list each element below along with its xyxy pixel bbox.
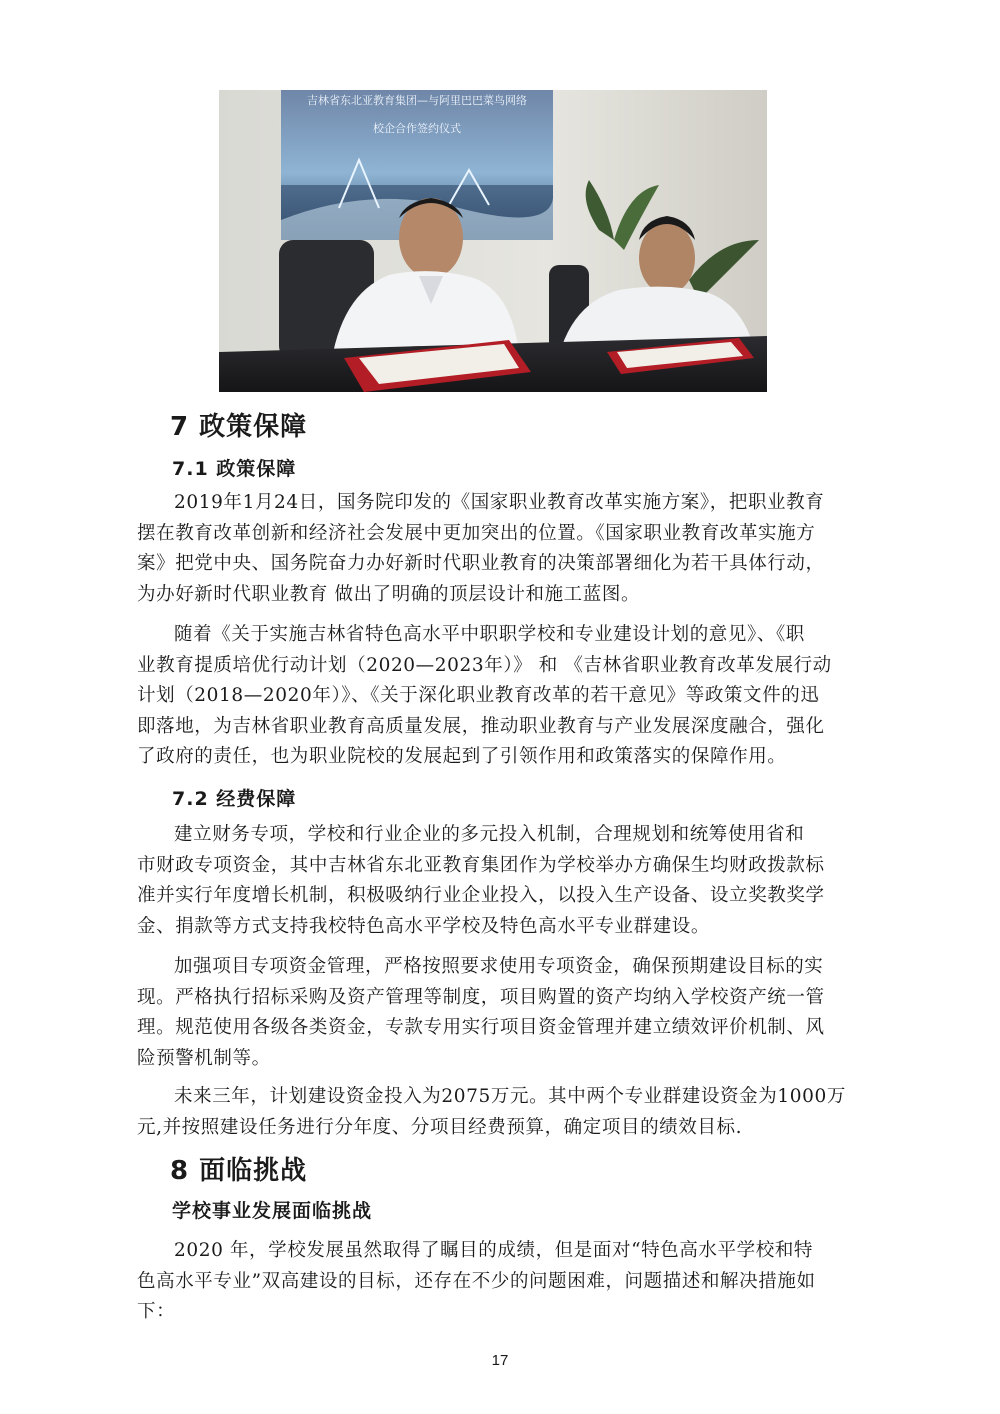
section-7-1-paragraph-1 bbox=[137, 488, 862, 610]
section-7-2-title: 7.2 经费保障 bbox=[172, 788, 297, 810]
text-line: 即落地，为吉林省职业教育高质量发展，推动职业教育与产业发展深度融合，强化 bbox=[137, 715, 825, 737]
signing-ceremony-photo bbox=[219, 90, 767, 392]
section-7-1-title: 7.1 政策保障 bbox=[172, 458, 297, 480]
text-line: 了政府的责任，也为职业院校的发展起到了引领作用和政策落实的保障作用。 bbox=[137, 746, 787, 767]
text-line: 案》把党中央、国务院奋力办好新时代职业教育的决策部署细化为若干具体行动， bbox=[137, 553, 825, 574]
text-line: 业教育提质培优行动计划（2020—2023年）》 和 《吉林省职业教育改革发展行动 bbox=[137, 654, 832, 676]
page-number: 17 bbox=[491, 1352, 509, 1369]
screen-line-1: 吉林省东北亚教育集团—与阿里巴巴菜鸟网络 bbox=[307, 94, 527, 107]
section-7-title: 7 政策保障 bbox=[170, 412, 308, 442]
section-7-2-paragraph-2 bbox=[137, 952, 862, 1074]
text-line: 金、捐款等方式支持我校特色高水平学校及特色高水平专业群建设。 bbox=[137, 915, 711, 937]
section-8-subtitle: 学校事业发展面临挑战 bbox=[172, 1200, 373, 1222]
text-line: 色高水平专业”双高建设的目标，还存在不少的问题困难，问题描述和解决措施如 bbox=[137, 1270, 816, 1292]
section-7-1-paragraph-2 bbox=[137, 620, 862, 773]
text-line: 未来三年，计划建设资金投入为2075万元。其中两个专业群建设资金为1000万 bbox=[174, 1086, 846, 1107]
text-line: 2020 年，学校发展虽然取得了瞩目的成绩，但是面对“特色高水平学校和特 bbox=[174, 1240, 814, 1261]
text-line: 现。严格执行招标采购及资产管理等制度，项目购置的资产均纳入学校资产统一管 bbox=[137, 986, 825, 1008]
text-line: 加强项目专项资金管理，严格按照要求使用专项资金，确保预期建设目标的实 bbox=[174, 956, 824, 977]
text-line: 元,并按照建设任务进行分年度、分项目经费预算，确定项目的绩效目标. bbox=[137, 1116, 743, 1138]
section-8-title: 8 面临挑战 bbox=[170, 1156, 308, 1186]
text-line: 险预警机制等。 bbox=[137, 1047, 271, 1069]
text-line: 计划（2018—2020年）》、《关于深化职业教育改革的若干意见》等政策文件的迅 bbox=[137, 685, 820, 706]
section-7-2-paragraph-1 bbox=[137, 820, 862, 942]
section-8-paragraph-1 bbox=[137, 1236, 862, 1328]
text-line: 市财政专项资金，其中吉林省东北亚教育集团作为学校举办方确保生均财政拨款标 bbox=[137, 854, 825, 876]
text-line: 为办好新时代职业教育 做出了明确的顶层设计和施工蓝图。 bbox=[137, 583, 641, 605]
screen-line-2: 校企合作签约仪式 bbox=[373, 122, 461, 135]
text-line: 下： bbox=[137, 1301, 176, 1322]
section-7-2-paragraph-3 bbox=[137, 1082, 862, 1143]
text-line: 2019年1月24日，国务院印发的《国家职业教育改革实施方案》，把职业教育 bbox=[174, 492, 825, 513]
text-line: 准并实行年度增长机制，积极吸纳行业企业投入，以投入生产设备、设立奖教奖学 bbox=[137, 885, 825, 906]
text-line: 随着《关于实施吉林省特色高水平中职职学校和专业建设计划的意见》、《职 bbox=[174, 624, 805, 645]
text-line: 摆在教育改革创新和经济社会发展中更加突出的位置。《国家职业教育改革实施方 bbox=[137, 522, 816, 544]
text-line: 理。规范使用各级各类资金，专款专用实行项目资金管理并建立绩效评价机制、风 bbox=[137, 1017, 825, 1038]
text-line: 建立财务专项，学校和行业企业的多元投入机制，合理规划和统筹使用省和 bbox=[174, 824, 805, 845]
